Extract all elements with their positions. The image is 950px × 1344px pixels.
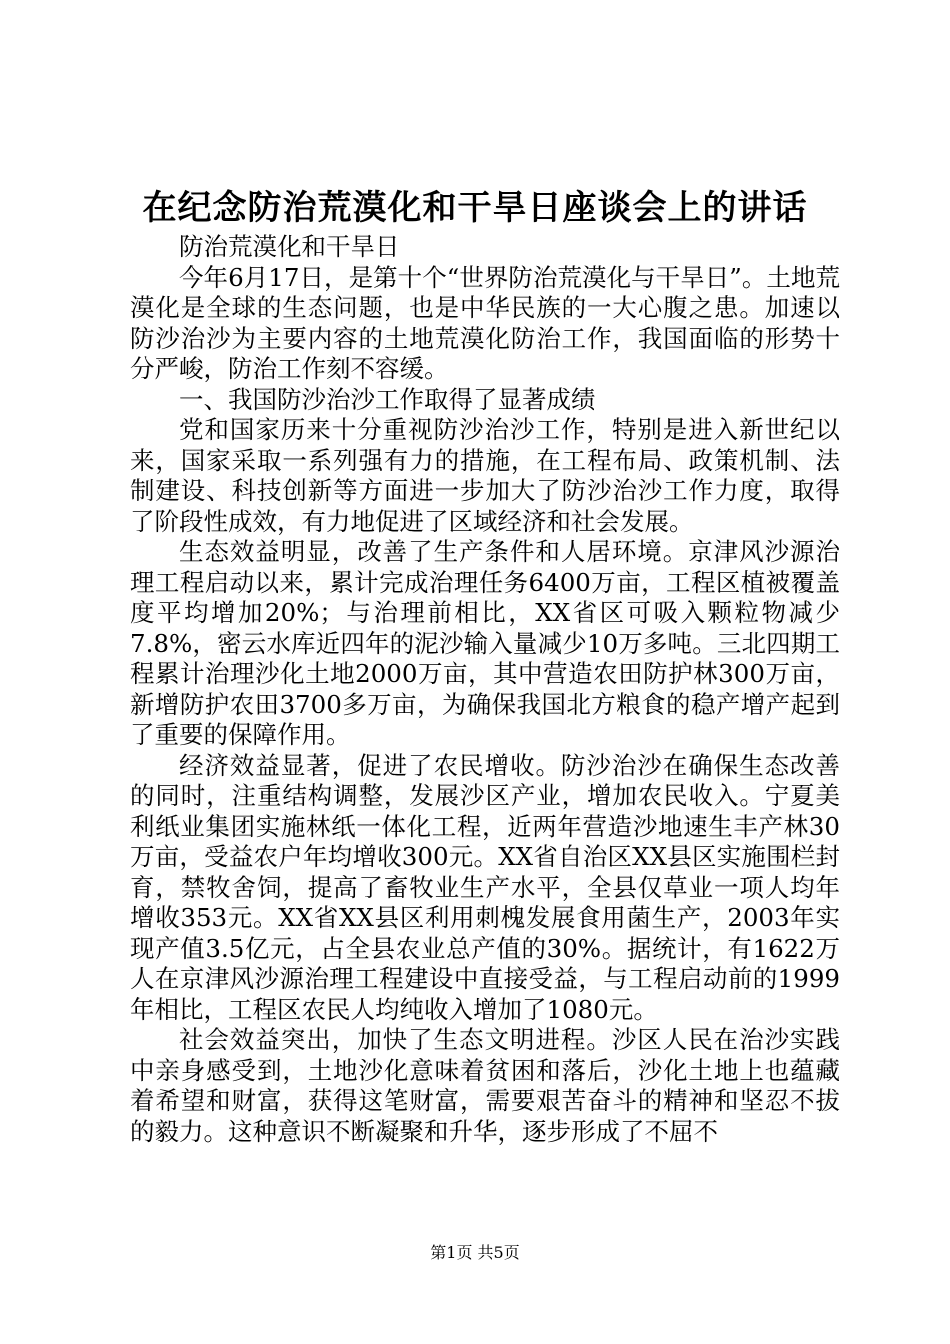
paragraph-subtitle: 防治荒漠化和干旱日 xyxy=(179,232,400,261)
page-footer: 第1页 共5页 xyxy=(430,1243,520,1262)
document-body xyxy=(130,232,840,1147)
paragraph-economic-benefits: 经济效益显著，促进了农民增收。防沙治沙在确保生态改善的同时，注重结构调整，发展沙区产业，增加农民收入。宁夏美利纸业集团实施林纸一体化工程，近两年营造沙地速生丰产林30万亩，受益农户年均增收300元。XX省自治区XX县区实施围栏封育，禁牧舍饲，提高了畜牧业生产水平，全县仅草业一项人均年增收353元。XX省XX县区利用刺槐发展食用菌生产，2003年实现产值3.5亿元，占全县农业总产值的30%。据统计，有1622万人在京津风沙源治理工程建设中直接受益，与工程启动前的1999年相比，工程区农民人均纯收入增加了1080元。 xyxy=(130,750,840,1024)
paragraph-social-benefits: 社会效益突出，加快了生态文明进程。沙区人民在治沙实践中亲身感受到，土地沙化意味着贫困和落后，沙化土地上也蕴藏着希望和财富，获得这笔财富，需要艰苦奋斗的精神和坚忍不拔的毅力。这种意识不断凝聚和升华，逐步形成了不屈不 xyxy=(130,1025,840,1146)
section-heading-1: 一、我国防沙治沙工作取得了显著成绩 xyxy=(179,384,596,414)
paragraph-overview: 党和国家历来十分重视防沙治沙工作，特别是进入新世纪以来，国家采取一系列强有力的措施，在工程布局、政策机制、法制建设、科技创新等方面进一步加大了防沙治沙工作力度，取得了阶段性成效，有力地促进了区域经济和社会发展。 xyxy=(130,415,840,536)
paragraph-ecological-benefits: 生态效益明显，改善了生产条件和人居环境。京津风沙源治理工程启动以来，累计完成治理任务6400万亩，工程区植被覆盖度平均增加20%；与治理前相比，XX省区可吸入颗粒物减少7.8%，密云水库近四年的泥沙输入量减少10万多吨。三北四期工程累计治理沙化土地2000万亩，其中营造农田防护林300万亩，新增防护农田3700多万亩，为确保我国北方粮食的稳产增产起到了重要的保障作用。 xyxy=(130,537,840,749)
document-title: 在纪念防治荒漠化和干旱日座谈会上的讲话 xyxy=(142,188,808,228)
paragraph-intro: 今年6月17日，是第十个“世界防治荒漠化与干旱日”。土地荒漠化是全球的生态问题，也是中华民族的一大心腹之患。加速以防沙治沙为主要内容的土地荒漠化防治工作，我国面临的形势十分严峻，防治工作刻不容缓。 xyxy=(130,262,840,383)
